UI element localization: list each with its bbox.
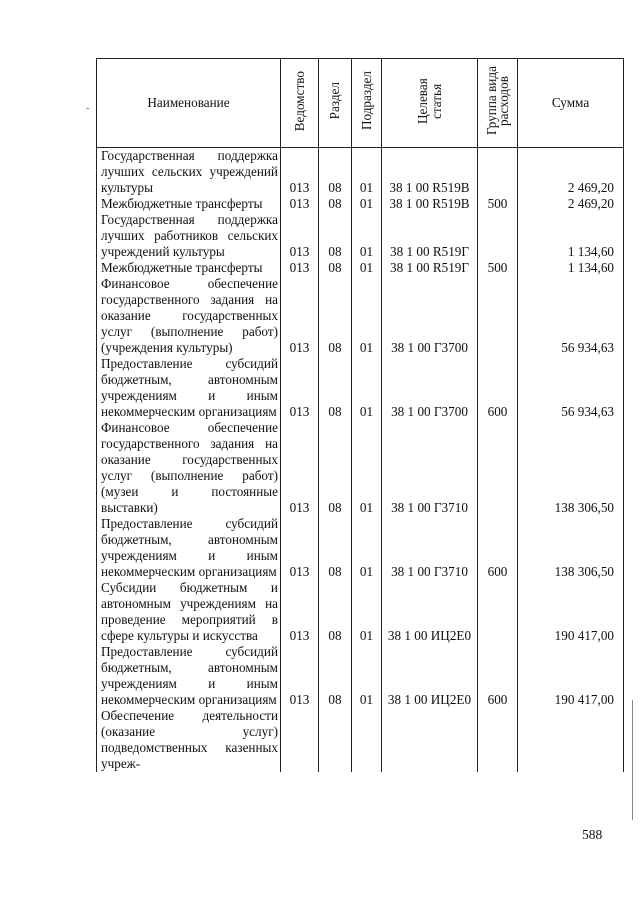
- cell-department: 013: [281, 260, 319, 276]
- cell-expense-group: [478, 580, 518, 644]
- cell-amount: 1 134,60: [518, 212, 624, 260]
- cell-amount: 1 134,60: [518, 260, 624, 276]
- cell-name: Субсидии бюджетным и автономным учреждениям на проведение мероприятий в сфере культуры и искусства: [97, 580, 281, 644]
- table-row: [97, 580, 624, 644]
- cell-subsection: 01: [352, 196, 382, 212]
- cell-expense-group: 600: [478, 516, 518, 580]
- cell-subsection: 01: [352, 356, 382, 420]
- cell-department: 013: [281, 276, 319, 356]
- cell-department: 013: [281, 420, 319, 516]
- cell-amount: 56 934,63: [518, 276, 624, 356]
- scan-artifact: [632, 700, 633, 820]
- cell-section: 08: [319, 516, 352, 580]
- cell-target-item: 38 1 00 Г3700: [382, 276, 478, 356]
- cell-section: 08: [319, 212, 352, 260]
- cell-subsection: 01: [352, 580, 382, 644]
- budget-table: [96, 58, 624, 772]
- table-row: [97, 708, 624, 772]
- cell-subsection: 01: [352, 420, 382, 516]
- cell-expense-group: 600: [478, 644, 518, 708]
- table-row: [97, 196, 624, 212]
- cell-department: 013: [281, 212, 319, 260]
- cell-section: 08: [319, 356, 352, 420]
- cell-target-item: [382, 708, 478, 772]
- cell-amount: 138 306,50: [518, 516, 624, 580]
- cell-target-item: 38 1 00 ИЦ2Е0: [382, 644, 478, 708]
- cell-department: 013: [281, 148, 319, 197]
- cell-department: 013: [281, 516, 319, 580]
- cell-department: 013: [281, 196, 319, 212]
- table-body: [97, 148, 624, 773]
- cell-section: 08: [319, 260, 352, 276]
- cell-subsection: 01: [352, 212, 382, 260]
- header-department: Ведомство: [281, 59, 319, 148]
- cell-expense-group: 500: [478, 260, 518, 276]
- table-row: [97, 260, 624, 276]
- cell-department: 013: [281, 580, 319, 644]
- header-amount: Сумма: [518, 59, 624, 148]
- cell-subsection: [352, 708, 382, 772]
- table-row: [97, 276, 624, 356]
- table-row: [97, 212, 624, 260]
- cell-name: Предоставление субсидий бюджетным, автономным учреждениям и иным некоммерческим организациям: [97, 356, 281, 420]
- cell-name: Финансовое обеспечение государственного задания на оказание государственных услуг (выполнение работ) (учреждения культуры): [97, 276, 281, 356]
- cell-name: Государственная поддержка лучших работников сельских учреждений культуры: [97, 212, 281, 260]
- cell-name: Обеспечение деятельности (оказание услуг) подведомственных казенных учреж-: [97, 708, 281, 772]
- cell-target-item: 38 1 00 Г3700: [382, 356, 478, 420]
- cell-section: 08: [319, 148, 352, 197]
- cell-expense-group: [478, 708, 518, 772]
- cell-expense-group: 500: [478, 196, 518, 212]
- header-subsection: Подраздел: [352, 59, 382, 148]
- cell-amount: [518, 708, 624, 772]
- cell-name: Предоставление субсидий бюджетным, автономным учреждениям и иным некоммерческим организациям: [97, 516, 281, 580]
- cell-subsection: 01: [352, 148, 382, 197]
- cell-department: 013: [281, 356, 319, 420]
- cell-target-item: 38 1 00 R519В: [382, 196, 478, 212]
- cell-section: [319, 708, 352, 772]
- cell-expense-group: 600: [478, 356, 518, 420]
- cell-section: 08: [319, 276, 352, 356]
- cell-target-item: 38 1 00 ИЦ2Е0: [382, 580, 478, 644]
- cell-amount: 56 934,63: [518, 356, 624, 420]
- cell-subsection: 01: [352, 516, 382, 580]
- header-expense-group: Группа вида расходов: [478, 59, 518, 148]
- cell-subsection: 01: [352, 260, 382, 276]
- table-row: [97, 516, 624, 580]
- table-header-row: [97, 59, 624, 148]
- cell-target-item: 38 1 00 R519В: [382, 148, 478, 197]
- table-row: [97, 356, 624, 420]
- cell-amount: 190 417,00: [518, 644, 624, 708]
- header-section: Раздел: [319, 59, 352, 148]
- cell-subsection: 01: [352, 276, 382, 356]
- cell-expense-group: [478, 148, 518, 197]
- cell-name: Межбюджетные трансферты: [97, 260, 281, 276]
- cell-target-item: 38 1 00 R519Г: [382, 212, 478, 260]
- cell-amount: 138 306,50: [518, 420, 624, 516]
- cell-expense-group: [478, 212, 518, 260]
- cell-amount: 2 469,20: [518, 196, 624, 212]
- cell-department: [281, 708, 319, 772]
- table-row: [97, 148, 624, 197]
- cell-name: Межбюджетные трансферты: [97, 196, 281, 212]
- header-name: Наименование: [97, 59, 281, 148]
- cell-amount: 2 469,20: [518, 148, 624, 197]
- header-target-item: Целевая статья: [382, 59, 478, 148]
- table-row: [97, 644, 624, 708]
- cell-target-item: 38 1 00 Г3710: [382, 516, 478, 580]
- cell-amount: 190 417,00: [518, 580, 624, 644]
- cell-section: 08: [319, 420, 352, 516]
- cell-target-item: 38 1 00 Г3710: [382, 420, 478, 516]
- cell-expense-group: [478, 276, 518, 356]
- cell-name: Предоставление субсидий бюджетным, автономным учреждениям и иным некоммерческим организациям: [97, 644, 281, 708]
- table-row: [97, 420, 624, 516]
- cell-department: 013: [281, 644, 319, 708]
- cell-expense-group: [478, 420, 518, 516]
- cell-name: Государственная поддержка лучших сельских учреждений культуры: [97, 148, 281, 197]
- cell-subsection: 01: [352, 644, 382, 708]
- scan-artifact: [86, 108, 89, 109]
- cell-section: 08: [319, 644, 352, 708]
- page-number: 588: [582, 827, 603, 842]
- cell-target-item: 38 1 00 R519Г: [382, 260, 478, 276]
- cell-name: Финансовое обеспечение государственного задания на оказание государственных услуг (выполнение работ) (музеи и постоянные выставки): [97, 420, 281, 516]
- cell-section: 08: [319, 196, 352, 212]
- cell-section: 08: [319, 580, 352, 644]
